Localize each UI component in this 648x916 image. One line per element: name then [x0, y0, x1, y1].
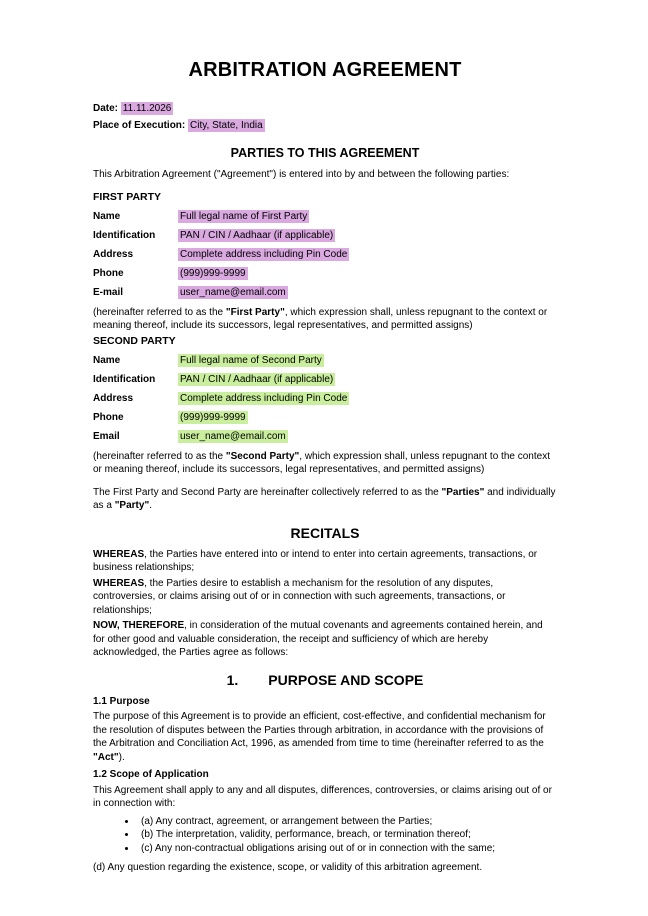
field-label: Email	[93, 430, 120, 442]
first-party-note	[93, 306, 557, 333]
note-text: (hereinafter referred to as the	[93, 306, 226, 318]
scope-bullet-a: • (a) Any contract, agreement, or arrangement between the Parties;	[137, 815, 557, 829]
clause-lead: WHEREAS	[93, 577, 145, 589]
parties-section-heading: PARTIES TO THIS AGREEMENT	[230, 146, 420, 160]
scope-bullet-list	[93, 815, 557, 856]
field-label: Address	[93, 392, 134, 404]
recital-clause	[93, 577, 557, 618]
address-placeholder[interactable]: Complete address including Pin Code	[180, 248, 348, 260]
place-line	[93, 117, 557, 134]
purpose-paragraph	[93, 710, 557, 764]
clause-lead: WHEREAS	[93, 548, 145, 560]
field-value	[178, 226, 335, 245]
field-label: Identification	[93, 229, 156, 241]
collective-text: The First Party and Second Party are hereinafter collectively referred to as the	[93, 486, 442, 498]
place-label: Place of Execution:	[93, 120, 186, 131]
field-value	[178, 427, 288, 446]
field-value	[178, 389, 349, 408]
recital-clause	[93, 619, 557, 660]
purpose-term: "Act"	[93, 751, 119, 763]
clause-text: , the Parties have entered into or intend to enter into certain agreements, transactions, or business relationships;	[93, 548, 538, 573]
field-value	[178, 408, 248, 427]
name-placeholder[interactable]: Full legal name of First Party	[180, 210, 308, 222]
collective-term: "Party"	[114, 500, 150, 511]
clause-text: , in consideration of the mutual covenants and agreements contained herein, and for other good and valuable consideration, the receipt and sufficiency of which are hereby acknowledged, the Parties agree as follows:	[93, 620, 543, 658]
second-party-fields	[93, 351, 557, 446]
field-row	[93, 264, 557, 283]
date-line	[93, 100, 557, 117]
second-party-note	[93, 450, 557, 477]
field-row	[93, 226, 557, 245]
recital-clause	[93, 548, 557, 575]
field-value	[178, 245, 349, 264]
place-placeholder[interactable]: City, State, India	[190, 120, 263, 131]
field-label: Address	[93, 248, 134, 260]
field-row	[93, 283, 557, 302]
field-label: Name	[93, 210, 121, 222]
note-text: , which expression shall, unless repugnant to the context or meaning thereof, include its successors, legal representatives, and permitted assigns)	[93, 306, 548, 331]
phone-placeholder[interactable]: (999)999-9999	[180, 267, 246, 279]
scope-paragraph: This Agreement shall apply to any and all disputes, differences, controversies, or claims arising out of or in connection with:	[93, 784, 552, 809]
address-placeholder[interactable]: Complete address including Pin Code	[180, 392, 348, 404]
section-number: 1.	[226, 671, 239, 688]
field-value	[178, 207, 309, 226]
collective-text: and individually as a	[93, 486, 556, 511]
scope-bullet-c: • (c) Any non-contractual obligations arising out of or in connection with the same;	[137, 842, 557, 856]
email-placeholder[interactable]: user_name@email.com	[180, 286, 286, 298]
date-label: Date:	[93, 103, 119, 114]
identification-placeholder[interactable]: PAN / CIN / Aadhaar (if applicable)	[180, 229, 334, 241]
field-label: E-mail	[93, 286, 124, 298]
date-placeholder[interactable]: 11.11.2026	[122, 103, 172, 114]
collective-reference	[93, 486, 557, 513]
field-label: Phone	[93, 411, 124, 423]
parties-intro: This Arbitration Agreement ("Agreement") is entered into by and between the following parties:	[93, 169, 510, 180]
field-row	[93, 207, 557, 226]
identification-placeholder[interactable]: PAN / CIN / Aadhaar (if applicable)	[180, 373, 334, 385]
name-placeholder[interactable]: Full legal name of Second Party	[180, 354, 322, 366]
purpose-text: The purpose of this Agreement is to provide an efficient, cost-effective, and confidential mechanism for the resolution of disputes between the Parties through arbitration, in accordance with the provisions of the Arbitration and Conciliation Act, 1996, as amended from time to time (hereinafter referred to as the	[93, 711, 546, 749]
scope-bullet-b: • (b) The interpretation, validity, performance, breach, or termination thereof;	[137, 828, 557, 842]
subsection-1-2-heading: 1.2 Scope of Application	[93, 769, 209, 780]
field-row	[93, 408, 557, 427]
phone-placeholder[interactable]: (999)999-9999	[180, 411, 246, 423]
note-text: , which expression shall, unless repugnant to the context or meaning thereof, include its successors, legal representatives, and permitted assigns)	[93, 450, 550, 475]
subsection-1-1-heading: 1.1 Purpose	[93, 695, 150, 707]
note-term: "First Party"	[225, 306, 285, 318]
purpose-text: ).	[118, 751, 125, 763]
field-row	[93, 245, 557, 264]
field-label: Name	[93, 354, 121, 366]
field-value	[178, 283, 288, 302]
section-title: PURPOSE AND SCOPE	[268, 671, 424, 688]
second-party-heading: SECOND PARTY	[93, 334, 176, 347]
recitals-heading: RECITALS	[290, 524, 360, 541]
field-value	[178, 264, 248, 283]
field-value	[178, 351, 324, 370]
first-party-fields	[93, 207, 557, 302]
field-row	[93, 370, 557, 389]
field-row	[93, 427, 557, 446]
first-party-heading: FIRST PARTY	[93, 190, 162, 203]
section-1-heading	[93, 672, 557, 689]
field-value	[178, 370, 335, 389]
field-label: Identification	[93, 373, 156, 385]
field-row	[93, 389, 557, 408]
note-term: "Second Party"	[225, 450, 300, 462]
collective-text: .	[149, 500, 152, 511]
email-placeholder[interactable]: user_name@email.com	[180, 430, 286, 442]
clause-lead: NOW, THEREFORE	[93, 620, 185, 631]
field-label: Phone	[93, 267, 124, 279]
note-text: (hereinafter referred to as the	[93, 450, 226, 462]
field-row	[93, 351, 557, 370]
clause-text: , the Parties desire to establish a mechanism for the resolution of any disputes, controversies, or claims arising out of or in connection with such agreements, transactions, or relationships;	[93, 577, 506, 616]
collective-term: "Parties"	[441, 486, 485, 498]
document-title: ARBITRATION AGREEMENT	[188, 59, 462, 81]
scope-item-d: (d) Any question regarding the existence, scope, or validity of this arbitration agreement.	[93, 862, 483, 873]
